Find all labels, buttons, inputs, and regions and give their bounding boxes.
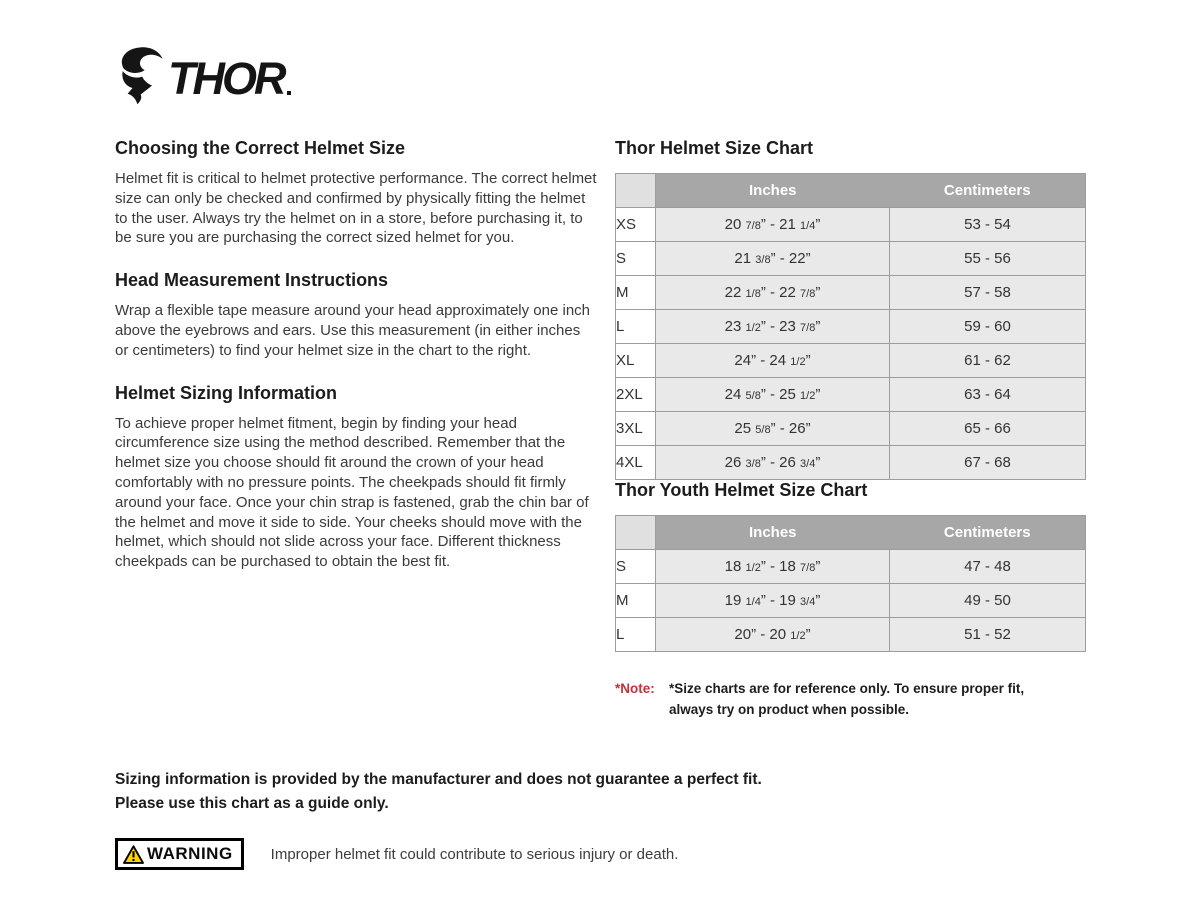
size-row: [616, 242, 1086, 276]
size-label-cell: 4XL: [616, 446, 656, 480]
inches-value-cell: 18 1/2” - 18 7/8”: [656, 550, 890, 584]
cm-value-cell: 51 - 52: [890, 618, 1086, 652]
size-label-cell: M: [616, 276, 656, 310]
cm-value-cell: 67 - 68: [890, 446, 1086, 480]
size-label-cell: L: [616, 310, 656, 344]
cm-value-cell: 57 - 58: [890, 276, 1086, 310]
size-row: [616, 584, 1086, 618]
inches-value-cell: 20 7/8” - 21 1/4”: [656, 208, 890, 242]
cm-value-cell: 63 - 64: [890, 378, 1086, 412]
inches-value-cell: 24 5/8” - 25 1/2”: [656, 378, 890, 412]
size-row: [616, 412, 1086, 446]
section-heading-choosing-size: Choosing the Correct Helmet Size: [115, 138, 406, 158]
cm-value-cell: 61 - 62: [890, 344, 1086, 378]
size-label-cell: 3XL: [616, 412, 656, 446]
section-body-choosing-size: Helmet fit is critical to helmet protective performance. The correct helmet size can only be checked and confirmed by physically fitting the helmet to the user. Always try the helmet on in a store, before purchasing it, to be sure you are purchasing the correct sized helmet for you.: [115, 170, 597, 247]
header-row: [616, 516, 1086, 550]
inches-value-cell: 23 1/2” - 23 7/8”: [656, 310, 890, 344]
size-row: [616, 276, 1086, 310]
size-row: [616, 310, 1086, 344]
size-row: [616, 344, 1086, 378]
ram-head-icon: [113, 45, 165, 105]
warning-triangle-icon: [123, 845, 144, 864]
size-row: [616, 618, 1086, 652]
size-label-cell: S: [616, 242, 656, 276]
size-label-cell: S: [616, 550, 656, 584]
manufacturer-disclaimer: [115, 768, 762, 816]
thor-logo: [113, 45, 291, 105]
section-body-sizing-information: To achieve proper helmet fitment, begin by finding your head circumference size using the method described. Remember that the helmet size you choose should fit around the crown of your head comfortably with no pressure points. The cheekpads should fit firmly around your face. Once your chin strap is fastened, grab the chin bar of the helmet and move it side to side. Your cheeks should move with the helmet, which should not slide across your face. Different thickness cheekpads can be purchased to obtain the best fit.: [115, 414, 589, 571]
brand-wordmark: THOR: [168, 53, 284, 104]
note-text: *Size charts are for reference only. To ensure proper fit, always try on product when possible.: [669, 681, 1025, 717]
instructions-column: [115, 138, 597, 594]
inches-value-cell: 26 3/8” - 26 3/4”: [656, 446, 890, 480]
reference-note: [615, 678, 1085, 720]
cm-value-cell: 59 - 60: [890, 310, 1086, 344]
inches-value-cell: 25 5/8” - 26”: [656, 412, 890, 446]
corner-cell: [616, 174, 656, 208]
size-row: [616, 208, 1086, 242]
size-row: [616, 378, 1086, 412]
warning-badge: [115, 838, 244, 870]
inches-value-cell: 22 1/8” - 22 7/8”: [656, 276, 890, 310]
cm-value-cell: 55 - 56: [890, 242, 1086, 276]
disclaimer-line-2: Please use this chart as a guide only.: [115, 795, 389, 812]
adult-size-chart: [615, 173, 1086, 480]
col-header-inches: Inches: [656, 174, 890, 208]
note-label: *Note:: [615, 681, 655, 696]
col-header-centimeters: Centimeters: [890, 174, 1086, 208]
disclaimer-line-1: Sizing information is provided by the manufacturer and does not guarantee a perfect fit.: [115, 771, 762, 788]
section-heading-sizing-information: Helmet Sizing Information: [115, 382, 338, 403]
size-label-cell: 2XL: [616, 378, 656, 412]
size-row: [616, 446, 1086, 480]
adult-chart-title: Thor Helmet Size Chart: [615, 138, 814, 158]
section-heading-head-measurement: Head Measurement Instructions: [115, 270, 389, 291]
cm-value-cell: 65 - 66: [890, 412, 1086, 446]
warning-message: Improper helmet fit could contribute to serious injury or death.: [270, 845, 679, 863]
warning-row: [115, 838, 678, 870]
size-label-cell: L: [616, 618, 656, 652]
inches-value-cell: 19 1/4” - 19 3/4”: [656, 584, 890, 618]
youth-chart-title: Thor Youth Helmet Size Chart: [615, 480, 868, 500]
youth-size-chart: [615, 515, 1086, 652]
size-label-cell: XS: [616, 208, 656, 242]
cm-value-cell: 53 - 54: [890, 208, 1086, 242]
inches-value-cell: 21 3/8” - 22”: [656, 242, 890, 276]
cm-value-cell: 47 - 48: [890, 550, 1086, 584]
logo-reg-mark: [287, 91, 291, 95]
header-row: [616, 174, 1086, 208]
size-label-cell: M: [616, 584, 656, 618]
inches-value-cell: 20” - 20 1/2”: [656, 618, 890, 652]
warning-label: WARNING: [147, 844, 233, 863]
cm-value-cell: 49 - 50: [890, 584, 1086, 618]
size-label-cell: XL: [616, 344, 656, 378]
charts-column: [615, 138, 1085, 720]
col-header-inches: Inches: [656, 516, 890, 550]
col-header-centimeters: Centimeters: [890, 516, 1086, 550]
size-row: [616, 550, 1086, 584]
corner-cell: [616, 516, 656, 550]
section-body-head-measurement: Wrap a flexible tape measure around your head approximately one inch above the eyebrows and ears. Use this measurement (in either inches or centimeters) to find your helmet size in the chart to the right.: [115, 302, 591, 359]
inches-value-cell: 24” - 24 1/2”: [656, 344, 890, 378]
